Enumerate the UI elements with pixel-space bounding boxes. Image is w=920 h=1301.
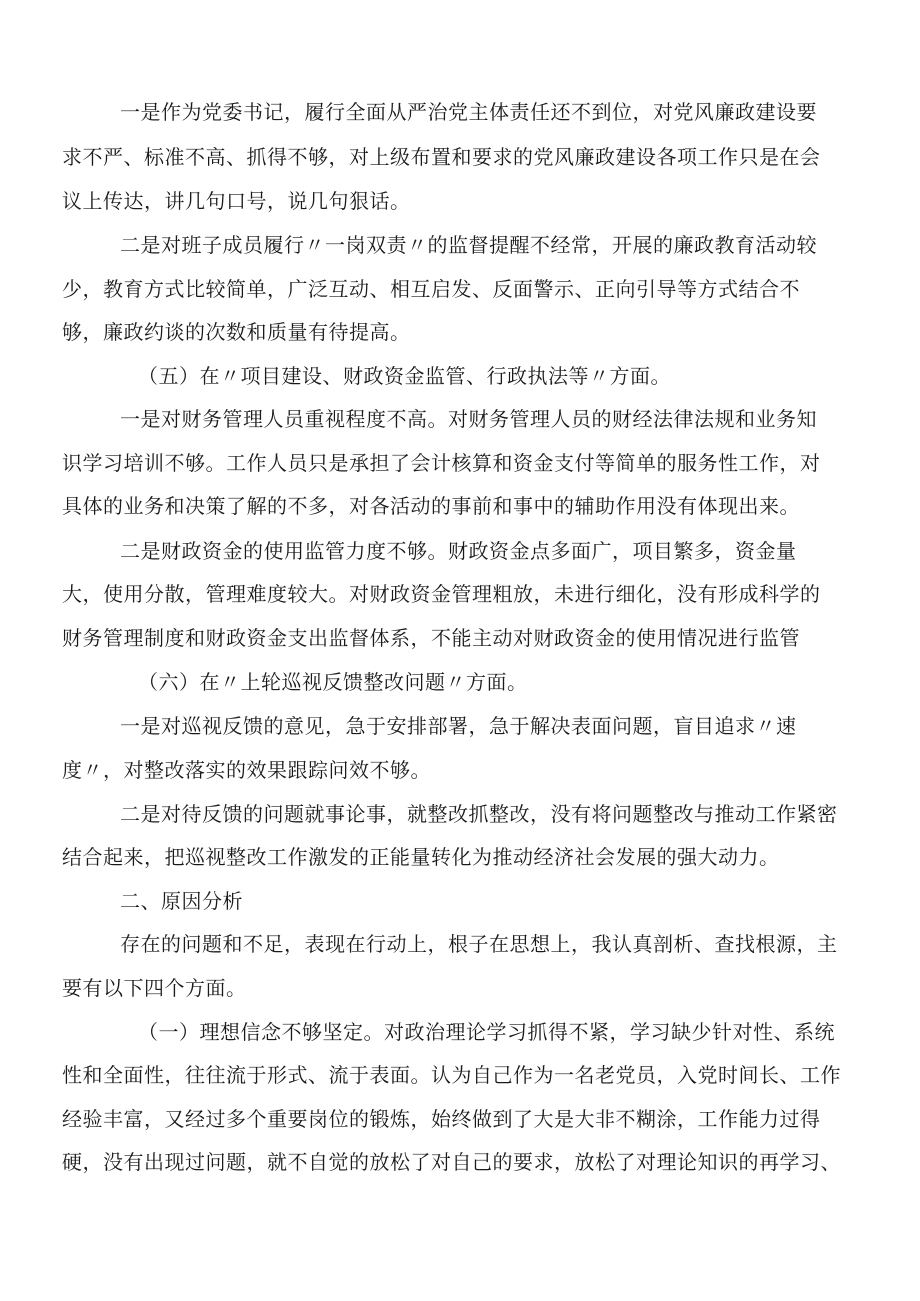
text-line: 性和全面性，往往流于形式、流于表面。认为自己作为一名老党员，入党时间长、工作 [62,1063,841,1087]
text-line: 少，教育方式比较简单，广泛互动、相互启发、反面警示、正向引导等方式结合不 [62,277,800,301]
section-heading: （五）在〃项目建设、财政资金监管、行政执法等〃方面。 [138,364,671,388]
text-line: 财务管理制度和财政资金支出监督体系，不能主动对财政资金的使用情况进行监管 [62,626,800,650]
text-line: 存在的问题和不足，表现在行动上，根子在思想上，我认真剖析、查找根源，主 [120,932,838,956]
text-line: 一是对巡视反馈的意见，急于安排部署，急于解决表面问题，盲目追求〃速 [120,714,797,738]
section-heading: 二、原因分析 [120,889,243,913]
text-line: 具体的业务和决策了解的不多，对各活动的事前和事中的辅助作用没有体现出来。 [62,494,800,518]
text-line: 二是财政资金的使用监管力度不够。财政资金点多面广，项目繁多，资金量 [120,539,797,563]
text-line: 够，廉政约谈的次数和质量有待提高。 [62,320,411,344]
text-line: 二是对待反馈的问题就事论事，就整改抓整改，没有将问题整改与推动工作紧密 [120,802,838,826]
text-line: 求不严、标准不高、抓得不够，对上级布置和要求的党风廉政建设各项工作只是在会 [62,145,821,169]
text-line: （一）理想信念不够坚定。对政治理论学习抓得不紧，学习缺少针对性、系统 [138,1020,835,1044]
text-line: 大，使用分散，管理难度较大。对财政资金管理粗放，未进行细化，没有形成科学的 [62,582,821,606]
text-line: 要有以下四个方面。 [62,976,247,1000]
text-line: 二是对班子成员履行〃一岗双责〃的监督提醒不经常，开展的廉政教育活动较 [120,233,817,257]
text-line: 硬，没有出现过问题，就不自觉的放松了对自己的要求，放松了对理论知识的再学习、 [62,1150,841,1174]
section-heading: （六）在〃上轮巡视反馈整改问题〃方面。 [138,670,528,694]
text-line: 识学习培训不够。工作人员只是承担了会计核算和资金支付等简单的服务性工作，对 [62,451,821,475]
text-line: 结合起来，把巡视整改工作激发的正能量转化为推动经济社会发展的强大动力。 [62,845,780,869]
text-line: 一是对财务管理人员重视程度不高。对财务管理人员的财经法律法规和业务知 [120,407,817,431]
text-line: 度〃，对整改落实的效果跟踪问效不够。 [62,758,431,782]
text-line: 经验丰富，又经过多个重要岗位的锻炼，始终做到了大是大非不糊涂，工作能力过得 [62,1107,821,1131]
text-line: 一是作为党委书记，履行全面从严治党主体责任还不到位，对党风廉政建设要 [120,100,817,124]
text-line: 议上传达，讲几句口号，说几句狠话。 [62,189,411,213]
